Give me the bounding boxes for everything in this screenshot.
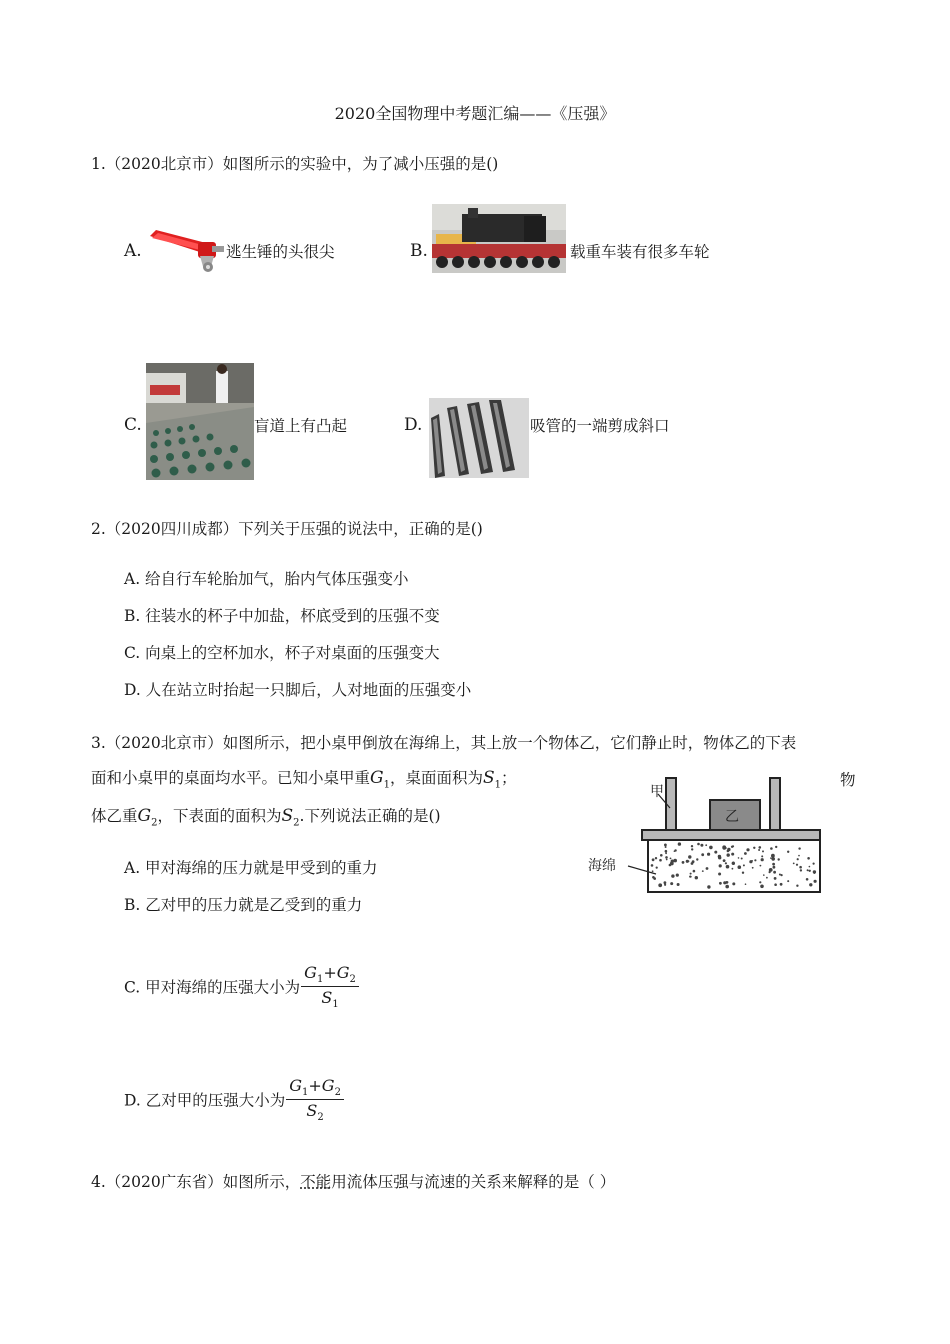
sponge-speckle (725, 862, 727, 864)
sponge-speckle (688, 855, 691, 858)
sponge-speckle (665, 856, 668, 859)
sponge-speckle (775, 846, 777, 848)
sponge-speckle (760, 885, 764, 889)
sponge-speckle (742, 872, 744, 874)
sponge-speckle (778, 858, 780, 860)
sponge-speckle (731, 853, 734, 856)
sponge-speckle (691, 848, 693, 850)
sponge-speckle (758, 849, 760, 851)
sponge-speckle (726, 865, 730, 869)
sponge-speckle (670, 858, 672, 860)
sponge-speckle (780, 883, 783, 886)
sponge-speckle (807, 869, 809, 871)
fraction-g1-g2-over-s2: $\frac{G_1+G_2}{S_2}$ (286, 1076, 344, 1123)
sponge-speckle (751, 860, 753, 862)
q4-stem-text: 用流体压强与流速的关系来解释的是（ ） (331, 1173, 616, 1191)
q1-option-c-label: C. (124, 415, 142, 435)
sponge-speckle (714, 851, 717, 854)
sponge-speckle (797, 858, 799, 860)
sponge-speckle (669, 864, 672, 867)
sponge-speckle (769, 868, 773, 872)
q1-option-b-label: B. (410, 241, 428, 261)
sponge-speckle (693, 870, 696, 873)
sponge-speckle (677, 883, 680, 886)
sponge-speckle (806, 878, 809, 881)
q1-option-d-label: D. (404, 415, 423, 435)
q1-option-c-text: 盲道上有凸起 (254, 417, 348, 435)
question-1-stem: 1.（2020北京市）如图所示的实验中，为了减小压强的是() (91, 155, 499, 173)
escape-hammer-image (148, 222, 226, 278)
question-3-stem-line1: 3.（2020北京市）如图所示，把小桌甲倒放在海绵上，其上放一个物体乙，它们静止时，物体乙的下表 (91, 734, 797, 752)
sponge-speckle (707, 885, 710, 888)
sponge-speckle (798, 855, 800, 857)
sponge-speckle (798, 847, 800, 849)
heavy-truck-image (432, 204, 566, 273)
sponge-speckle (760, 865, 762, 867)
sponge-speckle (738, 865, 742, 869)
q3-option-d (124, 1076, 344, 1123)
sponge-speckle (807, 857, 810, 860)
sponge-speckle (689, 876, 691, 878)
sponge-speckle (766, 877, 768, 879)
sponge-speckle (719, 882, 722, 885)
sponge-speckle (774, 883, 777, 886)
q3-option-b: B. 乙对甲的压力就是乙受到的重力 (124, 896, 363, 914)
q1-option-a-label: A. (124, 241, 142, 261)
figure-label-sponge: 海绵 (588, 858, 616, 874)
q3-stem-text: .下列说法正确的是() (299, 807, 441, 825)
sponge-speckle (813, 872, 815, 874)
sponge-speckle (718, 856, 721, 859)
sponge-speckle (673, 859, 677, 863)
sponge-speckle (652, 870, 654, 872)
sponge-speckle (671, 874, 674, 877)
fraction-g1-g2-over-s1: $\frac{G_1+G_2}{S_1}$ (301, 963, 359, 1010)
table-on-sponge-figure (586, 772, 822, 898)
sponge-speckle (745, 883, 747, 885)
q3-stem-text: 面和小桌甲的桌面均水平。已知小桌甲重 (91, 769, 371, 787)
sponge-speckle (762, 850, 764, 852)
q2-option-b: B. 往装水的杯子中加盐，杯底受到的压强不变 (124, 607, 440, 625)
sponge-speckle (800, 869, 802, 871)
symbol-g1: $G_1$ (370, 768, 390, 791)
sponge-speckle (813, 863, 815, 865)
sponge-speckle (787, 851, 789, 853)
q3-option-c (124, 963, 359, 1010)
sponge-speckle (664, 884, 666, 886)
sponge-speckle (701, 853, 704, 856)
sponge-speckle (761, 858, 764, 861)
sponge-speckle (731, 846, 733, 848)
sponge-speckle (770, 857, 772, 859)
sponge-speckle (655, 857, 657, 859)
page-title: 2020全国物理中考题汇编——《压强》 (334, 104, 616, 123)
sponge-speckle (779, 874, 781, 876)
sponge-speckle (814, 880, 817, 883)
sponge-speckle (674, 849, 676, 851)
sponge-speckle (706, 867, 709, 870)
sponge-speckle (723, 859, 726, 862)
sponge-speckle (744, 852, 747, 855)
sponge-speckle (770, 847, 773, 850)
sponge-speckle (707, 853, 710, 856)
q2-option-d: D. 人在站立时抬起一只脚后，人对地面的压强变小 (124, 681, 472, 699)
sponge-speckle (732, 868, 734, 870)
sponge-speckle (682, 861, 685, 864)
figure-label-yi: 乙 (725, 809, 739, 825)
sponge-speckle (743, 864, 745, 866)
tactile-paving-image (146, 363, 254, 480)
question-3-stem-line2-end: 物 (840, 771, 856, 789)
sponge-speckle (771, 857, 775, 861)
sponge-speckle (809, 866, 811, 868)
sponge-speckle (727, 853, 730, 856)
sponge-speckle (688, 860, 690, 862)
q1-option-a-text: 逃生锤的头很尖 (226, 243, 335, 261)
q3-option-a: A. 甲对海绵的压力就是甲受到的重力 (124, 859, 378, 877)
sponge-speckle (660, 854, 663, 857)
sponge-speckle (771, 854, 775, 858)
sponge-speckle (774, 877, 777, 880)
sponge-speckle (738, 857, 740, 859)
sponge-speckle (665, 852, 667, 854)
sponge-speckle (761, 855, 763, 857)
q1-option-d-text: 吸管的一端剪成斜口 (530, 417, 670, 435)
sponge-speckle (652, 858, 655, 861)
sponge-speckle (665, 850, 668, 853)
q3-stem-text: 体乙重 (91, 807, 138, 825)
q1-option-b-text: 载重车装有很多车轮 (570, 243, 710, 261)
sponge-speckle (732, 882, 735, 885)
symbol-s1: $S_1$ (483, 768, 502, 791)
sponge-speckle (722, 845, 726, 849)
q4-emphasis-text: 不能 (300, 1173, 332, 1191)
sponge-speckle (725, 885, 729, 889)
sponge-speckle (719, 864, 722, 867)
symbol-g2: $G_2$ (137, 806, 158, 829)
q2-option-a: A. 给自行车轮胎加气，胎内气体压强变小 (124, 570, 409, 588)
sponge-speckle (759, 881, 761, 883)
sponge-speckle (741, 858, 743, 860)
sponge-speckle (727, 850, 730, 853)
q3-option-c-text: C. 甲对海绵的压强大小为 (124, 978, 301, 997)
sponge-speckle (664, 881, 667, 884)
q3-stem-text: ； (501, 769, 517, 787)
sponge-speckle (759, 846, 762, 849)
sponge-speckle (732, 862, 735, 865)
sponge-speckle (651, 864, 654, 867)
sponge-speckle (671, 860, 674, 863)
sponge-speckle (773, 866, 776, 869)
question-4-stem (91, 1170, 615, 1192)
sponge-speckle (653, 877, 656, 880)
sponge-speckle (754, 859, 756, 861)
sponge-speckle (692, 860, 695, 863)
sponge-speckle (809, 883, 812, 886)
sponge-speckle (753, 847, 755, 849)
sponge-speckle (746, 848, 749, 851)
sponge-speckle (772, 863, 775, 866)
sponge-speckle (656, 867, 658, 869)
q4-stem-text: 4.（2020广东省）如图所示， (91, 1173, 301, 1191)
sponge-speckle (676, 874, 679, 877)
figure-label-jia: 甲 (650, 784, 664, 800)
sponge-speckle (678, 842, 681, 845)
sponge-speckle (773, 871, 776, 874)
sponge-speckle (718, 873, 721, 876)
sponge-speckle (695, 876, 698, 879)
sponge-speckle (796, 885, 798, 887)
sponge-speckle (799, 866, 802, 869)
sponge-speckle (690, 873, 692, 875)
sponge-speckle (670, 882, 673, 885)
straws-image (429, 398, 529, 478)
sponge-speckle (793, 863, 795, 865)
sponge-speckle (700, 844, 703, 847)
q3-stem-text: ，下表面的面积为 (157, 807, 282, 825)
question-3-stem-line2 (91, 766, 517, 790)
q3-stem-text: ，桌面面积为 (389, 769, 483, 787)
sponge-speckle (727, 881, 729, 883)
question-3-stem-line3 (91, 804, 441, 828)
sponge-speckle (666, 859, 668, 861)
sponge-speckle (809, 870, 811, 872)
sponge-speckle (752, 867, 754, 869)
sponge-speckle (702, 870, 704, 872)
sponge-speckle (787, 880, 789, 882)
sponge-speckle (705, 844, 707, 846)
sponge-speckle (658, 883, 662, 887)
sponge-speckle (659, 859, 662, 862)
question-2-stem: 2.（2020四川成都）下列关于压强的说法中，正确的是() (91, 520, 483, 538)
symbol-s2: $S_2$ (281, 806, 300, 829)
sponge-speckle (796, 864, 798, 866)
sponge-speckle (723, 881, 726, 884)
sponge-speckle (696, 858, 698, 860)
sponge-speckle (697, 843, 700, 846)
q3-option-d-text: D. 乙对甲的压强大小为 (124, 1091, 286, 1110)
sponge-speckle (665, 846, 667, 848)
sponge-speckle (763, 874, 765, 876)
sponge-speckle (664, 844, 667, 847)
sponge-speckle (709, 846, 713, 850)
sponge-speckle (691, 845, 693, 847)
q2-option-c: C. 向桌上的空杯加水，杯子对桌面的压强变大 (124, 644, 440, 662)
